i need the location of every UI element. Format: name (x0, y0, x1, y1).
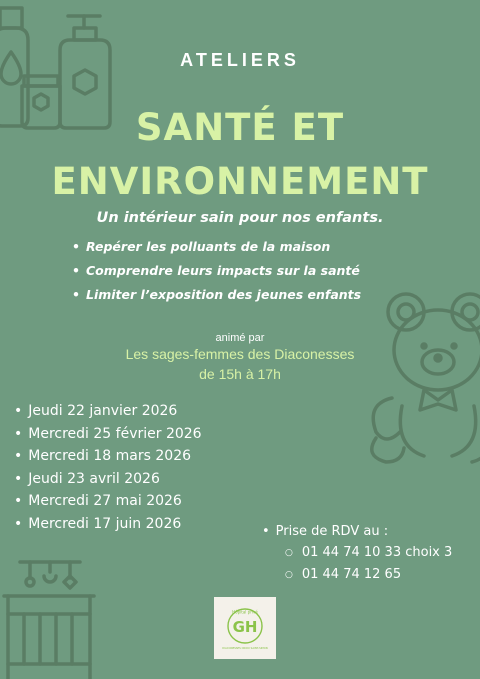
logo-monogram: GH (232, 618, 258, 636)
poster-title-line1: SANTÉ ET (135, 106, 345, 149)
hospital-logo-mark (220, 603, 270, 653)
topic-item: • Repérer les polluants de la maison (72, 236, 361, 260)
phone-number[interactable]: ○ 01 44 74 10 33 choix 3 (285, 542, 452, 564)
poster-kicker: ATELIERS (180, 50, 300, 70)
hospital-logo (214, 597, 276, 659)
topic-item: • Comprendre leurs impacts sur la santé (72, 260, 361, 284)
logo-top-text: Hôpital privé (232, 609, 258, 615)
presenter-name: Les sages-femmes des Diaconesses (125, 346, 355, 362)
date-item: • Mercredi 27 mai 2026 (14, 490, 202, 513)
logo-bottom-text: DIACONESSES CROIX SAINT-SIMON (222, 647, 268, 650)
poster-title-line2: ENVIRONNEMENT (51, 160, 429, 203)
date-item: • Jeudi 22 janvier 2026 (14, 400, 202, 423)
animated-by-label: animé par (215, 332, 265, 344)
baby-crib-icon (0, 556, 100, 679)
phone-list (285, 542, 452, 586)
topic-list (72, 236, 361, 308)
date-item: • Jeudi 23 avril 2026 (14, 468, 202, 491)
date-list (14, 400, 202, 536)
date-item: • Mercredi 18 mars 2026 (14, 445, 202, 468)
phone-number[interactable]: ○ 01 44 74 12 65 (285, 564, 452, 586)
date-item: • Mercredi 17 juin 2026 (14, 513, 202, 536)
date-item: • Mercredi 25 février 2026 (14, 423, 202, 446)
rdv-label: • Prise de RDV au : (262, 524, 388, 539)
session-hours: de 15h à 17h (199, 366, 281, 382)
topic-item: • Limiter l’exposition des jeunes enfants (72, 284, 361, 308)
poster-subtitle: Un intérieur sain pour nos enfants. (96, 210, 384, 226)
